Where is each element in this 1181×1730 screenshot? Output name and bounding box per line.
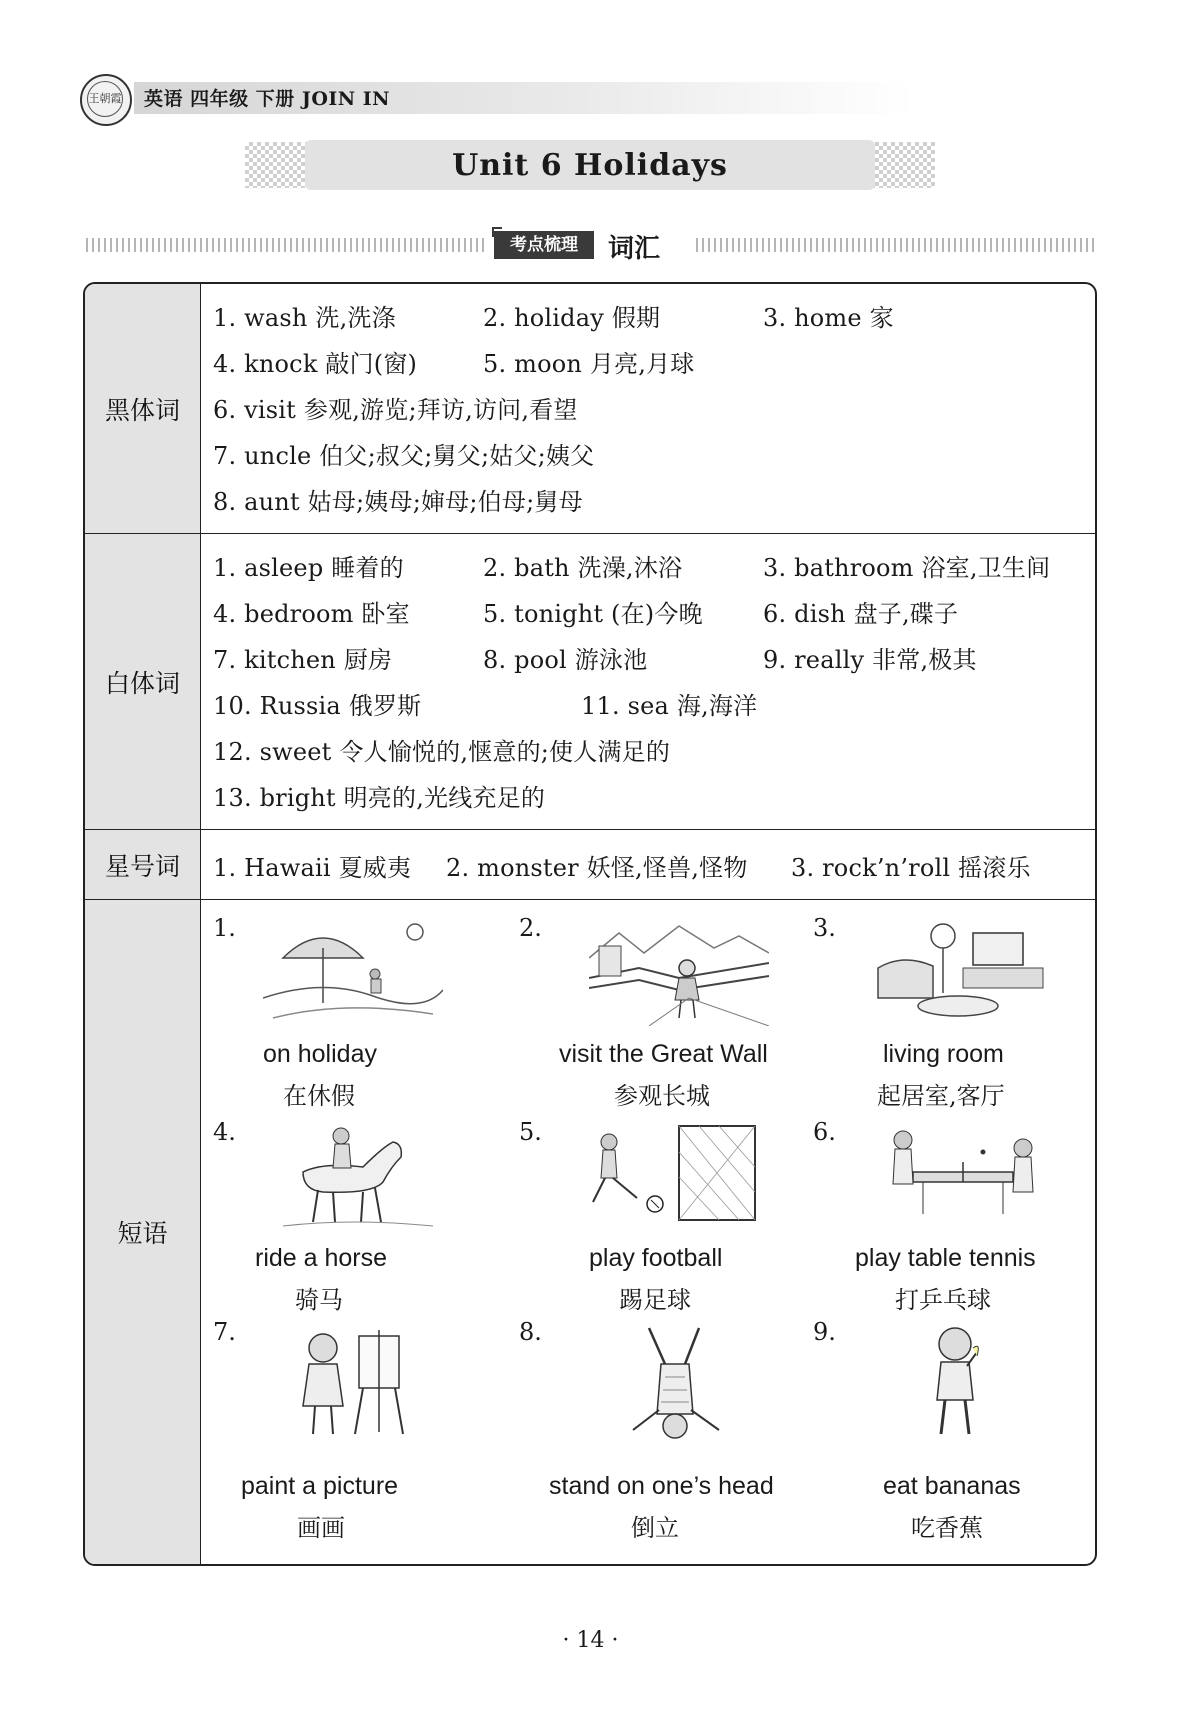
great-wall-icon [589, 918, 769, 1026]
phrase-number: 7. [213, 1318, 236, 1346]
vocab-item: 5. moon 月亮,月球 [483, 350, 695, 378]
phrase-chinese: 踢足球 [619, 1286, 691, 1314]
table-tennis-icon [873, 1122, 1053, 1230]
phrase-english: visit the Great Wall [559, 1040, 768, 1068]
phrase-item [213, 914, 513, 1110]
star-words-row [85, 830, 1095, 900]
bold-words-row [85, 284, 1095, 534]
logo-seal-text: 王朝霞 [87, 81, 123, 117]
section-title: 词汇 [608, 234, 661, 264]
vocab-item: 3. bathroom 浴室,卫生间 [763, 554, 1051, 582]
phrase-chinese: 起居室,客厅 [877, 1082, 1005, 1110]
publisher-logo [80, 74, 132, 126]
phrase-item [813, 1318, 1097, 1542]
phrase-english: paint a picture [241, 1472, 399, 1500]
phrase-number: 5. [519, 1118, 542, 1146]
phrase-english: living room [883, 1040, 1004, 1068]
easel-icon [263, 1322, 443, 1442]
eating-boy-icon [873, 1322, 1053, 1442]
phrase-english: on holiday [263, 1040, 377, 1068]
phrase-chinese: 骑马 [295, 1286, 343, 1314]
phrase-english: eat bananas [883, 1472, 1021, 1500]
vocab-item: 6. dish 盘子,碟子 [763, 600, 959, 628]
vocab-item: 3. home 家 [763, 304, 894, 332]
page-number: · 14 · [562, 1628, 619, 1653]
vocabulary-table [83, 282, 1097, 1566]
vocab-item: 2. monster 妖怪,怪兽,怪物 [446, 854, 748, 882]
vocab-item: 2. holiday 假期 [483, 304, 661, 332]
phrase-number: 6. [813, 1118, 836, 1146]
vocab-item: 9. really 非常,极其 [763, 646, 977, 674]
phrase-english: ride a horse [255, 1244, 388, 1272]
category-label: 短语 [85, 900, 201, 1564]
phrase-number: 2. [519, 914, 542, 942]
phrase-english: play football [589, 1244, 723, 1272]
section-divider [86, 229, 1096, 264]
category-label: 黑体词 [85, 284, 201, 533]
unit-title: Unit 6 Holidays [452, 148, 728, 183]
phrase-number: 4. [213, 1118, 236, 1146]
vocab-item: 4. bedroom 卧室 [213, 600, 410, 628]
phrase-english: stand on one’s head [549, 1472, 774, 1500]
vocab-item: 12. sweet 令人愉悦的,惬意的;使人满足的 [213, 738, 671, 766]
unit-title-banner [245, 140, 935, 190]
vocab-item: 8. aunt 姑母;姨母;婶母;伯母;舅母 [213, 488, 583, 516]
divider-ticks-right [696, 238, 1096, 252]
vocab-item: 4. knock 敲门(窗) [213, 350, 418, 378]
white-words-row [85, 534, 1095, 830]
phrase-item [813, 914, 1097, 1110]
vocab-item: 1. asleep 睡着的 [213, 554, 404, 582]
phrases-cell [201, 900, 1095, 1564]
phrase-chinese: 倒立 [631, 1514, 679, 1542]
phrase-chinese: 打乒乓球 [895, 1286, 991, 1314]
phrase-item [519, 1318, 819, 1542]
football-icon [579, 1122, 759, 1230]
phrase-english: play table tennis [855, 1244, 1036, 1272]
vocab-item: 13. bright 明亮的,光线充足的 [213, 784, 546, 812]
vocab-item: 6. visit 参观,游览;拜访,访问,看望 [213, 396, 578, 424]
beach-umbrella-icon [263, 918, 443, 1026]
category-label: 星号词 [85, 830, 201, 899]
page-header [80, 74, 910, 120]
header-subject: 英语 四年级 下册 JOIN IN [144, 88, 391, 110]
vocab-item: 1. wash 洗,洗涤 [213, 304, 396, 332]
phrase-chinese: 画画 [297, 1514, 345, 1542]
phrase-item [519, 1118, 819, 1314]
phrase-item [213, 1318, 513, 1542]
vocab-item: 3. rock’n’roll 摇滚乐 [791, 854, 1031, 882]
phrase-chinese: 吃香蕉 [911, 1514, 983, 1542]
phrases-row [85, 900, 1095, 1564]
horse-icon [263, 1122, 443, 1230]
phrase-item [813, 1118, 1097, 1314]
star-words-cell [201, 830, 1095, 899]
phrase-chinese: 参观长城 [614, 1082, 710, 1110]
vocab-item: 10. Russia 俄罗斯 [213, 692, 422, 720]
vocab-item: 5. tonight (在)今晚 [483, 600, 703, 628]
phrase-item [519, 914, 819, 1110]
phrase-number: 3. [813, 914, 836, 942]
bold-words-cell [201, 284, 1095, 533]
phrase-number: 9. [813, 1318, 836, 1346]
white-words-cell [201, 534, 1095, 829]
vocab-item: 7. kitchen 厨房 [213, 646, 393, 674]
living-room-icon [873, 918, 1053, 1026]
phrase-item [213, 1118, 513, 1314]
divider-ticks-left [86, 238, 486, 252]
vocab-item: 11. sea 海,海洋 [581, 692, 758, 720]
phrase-number: 8. [519, 1318, 542, 1346]
phrase-chinese: 在休假 [283, 1082, 355, 1110]
category-label: 白体词 [85, 534, 201, 829]
vocab-item: 2. bath 洗澡,沐浴 [483, 554, 683, 582]
phrase-number: 1. [213, 914, 236, 942]
vocab-item: 1. Hawaii 夏威夷 [213, 854, 412, 882]
vocab-item: 7. uncle 伯父;叔父;舅父;姑父;姨父 [213, 442, 595, 470]
vocab-item: 8. pool 游泳池 [483, 646, 648, 674]
section-tag: 考点梳理 [494, 231, 594, 259]
headstand-icon [589, 1322, 769, 1442]
